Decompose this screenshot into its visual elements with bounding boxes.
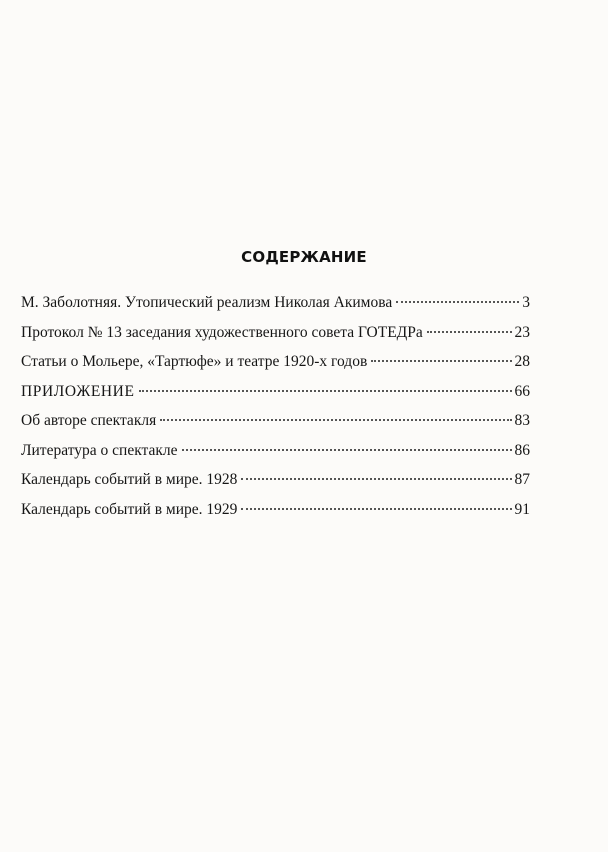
toc-entry-title: Протокол № 13 заседания художественного совета ГОТЕДРа — [21, 323, 423, 341]
dot-leader — [396, 301, 519, 303]
toc-entry-page: 87 — [514, 471, 530, 488]
toc-entry-page: 23 — [514, 323, 530, 341]
toc-entry-page: 83 — [514, 412, 530, 429]
toc-entry[interactable] — [21, 324, 530, 354]
toc-entry[interactable] — [21, 353, 530, 383]
toc-entry[interactable] — [21, 442, 530, 472]
dot-leader — [160, 419, 511, 421]
toc-entry[interactable] — [21, 471, 530, 501]
toc-entry-title: Календарь событий в мире. 1929 — [21, 500, 238, 518]
toc-entry-page: 28 — [514, 353, 530, 370]
contents-heading: СОДЕРЖАНИЕ — [241, 248, 367, 266]
toc-entry-appendix[interactable] — [21, 383, 530, 413]
toc-entry[interactable] — [21, 501, 530, 531]
toc-entry[interactable] — [21, 412, 530, 442]
toc-entry[interactable] — [21, 294, 530, 324]
toc-entry-title: М. Заболотняя. Утопический реализм Николая Акимова — [21, 294, 393, 311]
dot-leader — [241, 478, 511, 480]
toc-entry-page: 66 — [514, 382, 530, 400]
dot-leader — [241, 508, 511, 510]
toc-entry-title: Литература о спектакле — [21, 441, 178, 459]
toc-entry-page: 3 — [522, 294, 530, 311]
table-of-contents — [21, 294, 530, 530]
dot-leader — [139, 390, 512, 392]
dot-leader — [182, 449, 512, 451]
toc-entry-title: Статьи о Мольере, «Тартюфе» и театре 1920-х годов — [21, 353, 368, 370]
toc-entry-title: Об авторе спектакля — [21, 412, 157, 429]
toc-entry-title: Календарь событий в мире. 1928 — [21, 471, 238, 488]
dot-leader — [427, 331, 512, 333]
toc-entry-page: 86 — [514, 441, 530, 459]
dot-leader — [371, 360, 511, 362]
toc-entry-title: ПРИЛОЖЕНИЕ — [21, 382, 135, 400]
toc-entry-page: 91 — [514, 500, 530, 518]
